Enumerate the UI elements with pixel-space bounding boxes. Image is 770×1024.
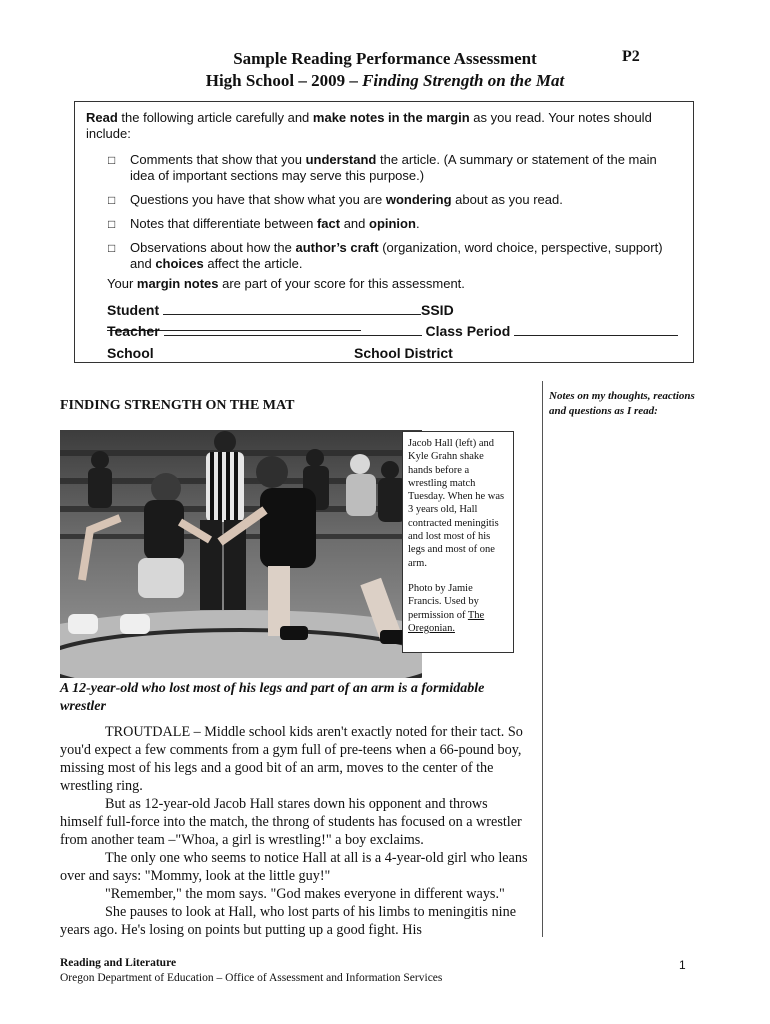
page-title: Sample Reading Performance Assessment [233,49,537,68]
school-label: School [107,345,154,361]
ssid-label: SSID [421,302,454,318]
student-label: Student [107,302,160,318]
instruction-item-wondering [106,192,681,208]
intro-text-2: as you read. Your notes should include: [86,110,652,141]
class-period-label: Class Period [425,323,511,339]
item-bold: author’s craft [295,240,379,255]
teacher-label: Teacher [107,323,160,339]
notes-header: Notes on my thoughts, reactions and questions as I read: [549,390,695,417]
caption-main: Jacob Hall (left) and Kyle Grahn shake hands before a wrestling match Tuesday. When he was 3 years old, Hall contracted meningitis and lost most of his legs and most of one arm. [408,438,505,569]
item-text: . [415,216,420,231]
item-text: Observations about how the [130,240,296,255]
photo-caption [402,431,514,653]
footer-department: Oregon Department of Education – Office of Assessment and Information Services [60,972,443,984]
checkbox-icon: □ [108,153,116,167]
page-subtitle [0,70,770,92]
page-number: 1 [679,958,686,972]
instruction-item-fact-opinion [106,216,681,232]
instruction-item-understand [106,152,681,184]
intro-bold-read: Read [86,110,118,125]
checkbox-icon: □ [108,241,116,255]
school-district-label: School District [354,345,453,361]
student-line[interactable] [163,302,421,315]
caption-credit-text: Photo by Jamie Francis. Used by permission of [408,582,479,621]
teacher-field[interactable] [107,323,678,339]
margin-note [107,276,667,292]
wrestling-photo [60,430,422,678]
notes-divider [542,381,543,937]
article-subhead: A 12-year-old who lost most of his legs and part of an arm is a formidable wrestler [60,681,485,714]
item-text: Notes that differentiate between [130,216,317,231]
item-bold: choices [155,256,204,271]
item-text: about as you read. [451,192,563,207]
item-text: and [340,216,369,231]
subtitle-prefix: High School – 2009 – [205,71,363,90]
item-bold: fact [316,216,341,231]
wrestling-photo-illustration [60,430,422,678]
item-text: the article. (A summary or statement of the main idea of important sections may serve this purpose.) [130,152,657,183]
page-code: P2 [622,48,640,65]
article-paragraph: The only one who seems to notice Hall at all is a 4-year-old girl who leans over and says: "Mommy, look at the little guy!" [60,850,528,884]
item-bold: wondering [385,192,452,207]
item-bold: understand [305,152,377,167]
article-body [60,723,532,939]
caption-source: The Oregonian. [408,609,485,634]
item-bold: opinion [369,216,416,231]
subtitle-italic: Finding Strength on the Mat [362,71,565,90]
margin-note-text: are part of your score for this assessment. [218,276,465,291]
footer-subject: Reading and Literature [60,957,177,969]
item-text: (organization, word choice, perspective, support) and [130,240,663,271]
article-paragraph: TROUTDALE – Middle school kids aren't exactly noted for their tact. So you'd expect a few comments from a gym full of pre-teens when a 66-pound boy, missing most of his legs and a good bit of an arm, moves to the center of the wrestling ring. [60,724,523,794]
item-text: affect the article. [203,256,303,271]
checkbox-icon: □ [108,217,116,231]
item-text: Comments that show that you [130,152,306,167]
instruction-item-authors-craft [106,240,681,272]
teacher-line[interactable] [164,323,422,336]
item-text: Questions you have that show what you are [130,192,386,207]
article-title: FINDING STRENGTH ON THE MAT [60,398,295,413]
class-period-line[interactable] [514,323,678,336]
checkbox-icon: □ [108,193,116,207]
caption-credit [408,582,508,635]
margin-note-text: Your [107,276,137,291]
article-paragraph: "Remember," the mom says. "God makes everyone in different ways." [105,886,505,902]
article-paragraph: She pauses to look at Hall, who lost parts of his limbs to meningitis nine years ago. He's losing on points but putting up a good fight. His [60,904,517,938]
intro-text-1: the following article carefully and [117,110,313,125]
instructions-intro [86,110,682,142]
margin-note-bold: margin notes [136,276,219,291]
instructions-box [74,101,694,363]
intro-bold-margin: make notes in the margin [312,110,470,125]
article-paragraph: But as 12-year-old Jacob Hall stares down his opponent and throws himself full-force into the match, the throng of students has focused on a wrestler from another team –"Whoa, a girl is wrestling!" a boy exclaims. [60,796,522,848]
